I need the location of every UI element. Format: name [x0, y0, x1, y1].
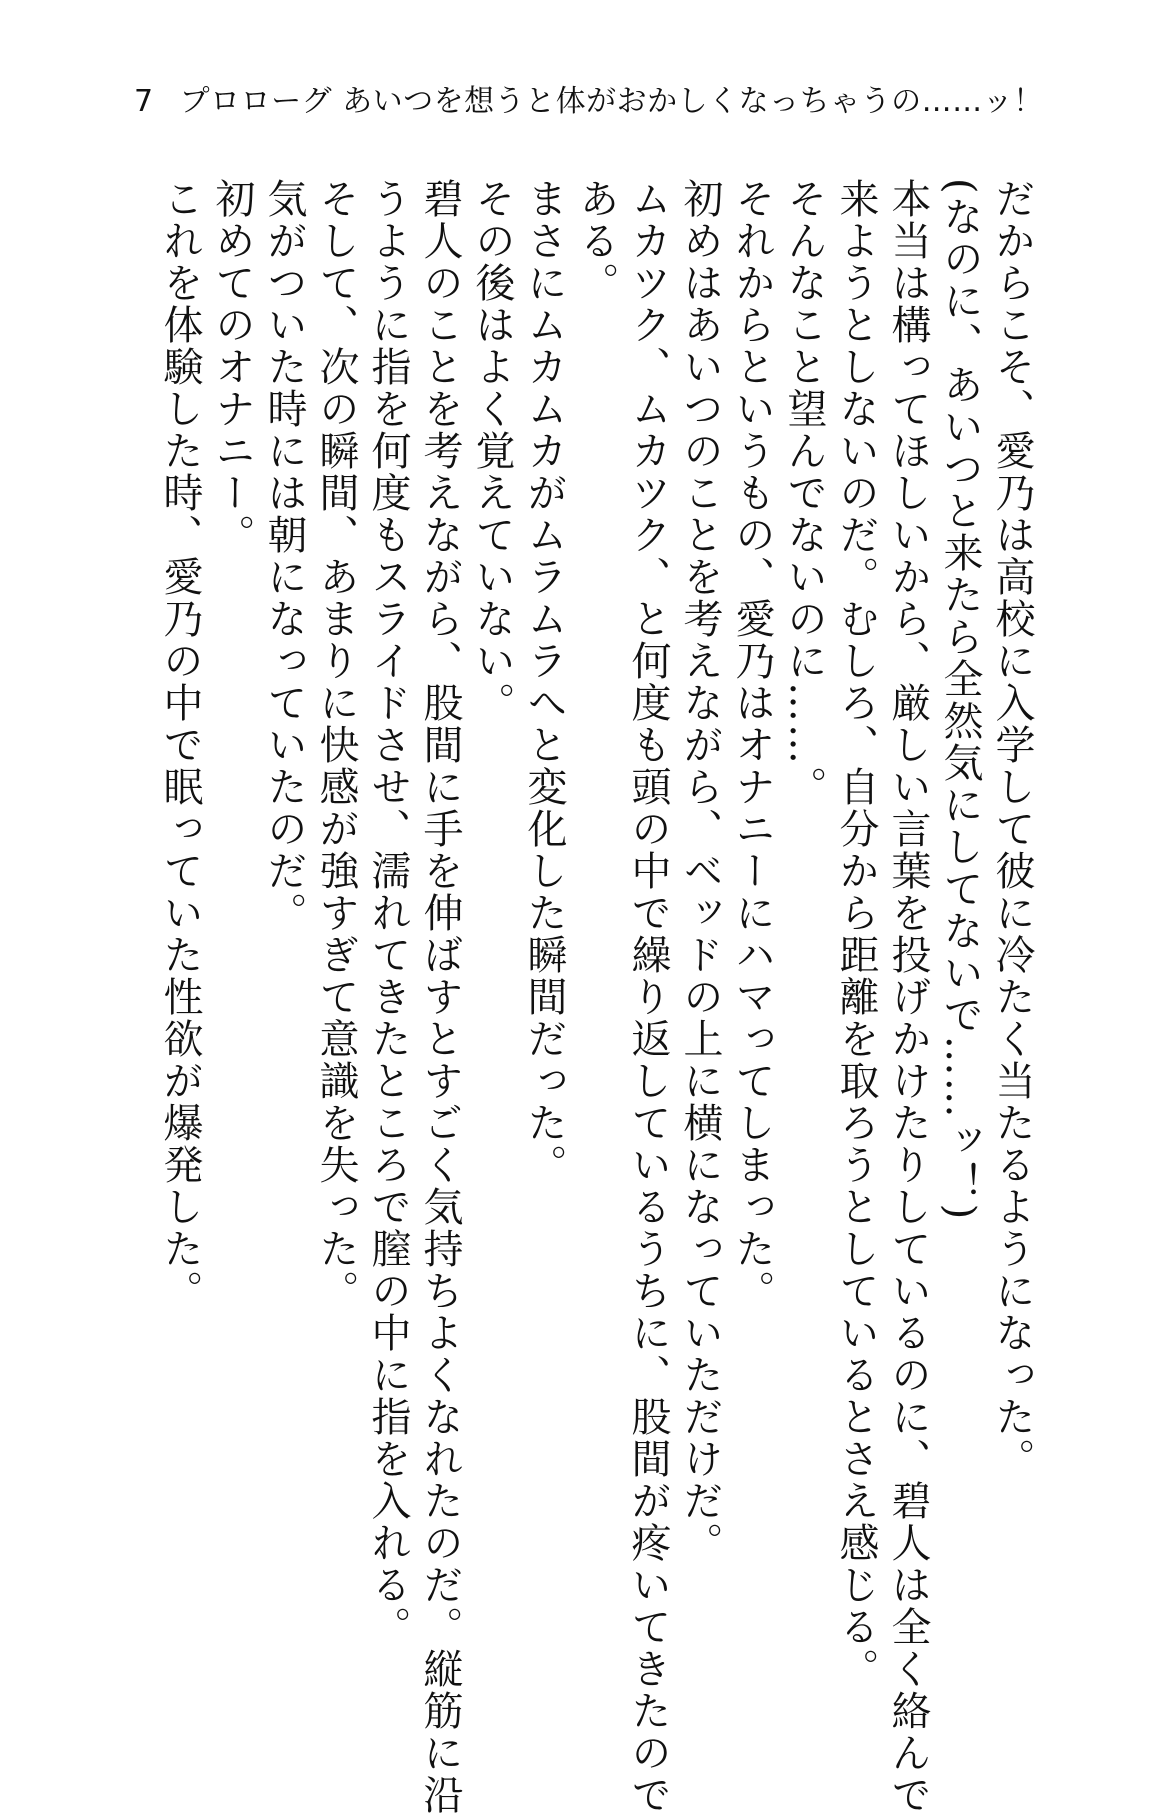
running-header	[134, 82, 1044, 122]
text-line: 初めはあいつのことを考えながら、ベッドの上に横になっていただけだ。	[677, 178, 723, 1564]
text-line: 初めてのオナニー。	[209, 178, 255, 556]
page-number: 7	[134, 84, 154, 119]
text-line: (なのに、あいつと来たら全然気にしてないで……ッ！)	[937, 178, 983, 1222]
text-line: 碧人のことを考えながら、股間に手を伸ばすとすごく気持ちよくなれたのだ。縦筋に沿	[417, 178, 463, 1816]
body-text	[154, 178, 1038, 1816]
text-line: ムカツク、ムカツク、と何度も頭の中で繰り返しているうちに、股間が疼いてきたので	[625, 178, 671, 1816]
text-line: そして、次の瞬間、あまりに快感が強すぎて意識を失った。	[313, 178, 359, 1312]
text-line: これを体験した時、愛乃の中で眠っていた性欲が爆発した。	[157, 178, 203, 1312]
text-line: 気がついた時には朝になっていたのだ。	[261, 178, 307, 934]
text-line: ある。	[573, 178, 619, 304]
text-line: 来ようとしないのだ。むしろ、自分から距離を取ろうとしているとさえ感じる。	[833, 178, 879, 1690]
text-line: うように指を何度もスライドさせ、濡れてきたところで膣の中に指を入れる。	[365, 178, 411, 1648]
text-line: まさにムカムカがムラムラへと変化した瞬間だった。	[521, 178, 567, 1186]
text-line: 本当は構ってほしいから、厳しい言葉を投げかけたりしているのに、碧人は全く絡んで	[885, 178, 931, 1816]
chapter-title: プロローグ あいつを想うと体がおかしくなっちゃうの……ッ！	[179, 84, 1044, 119]
text-line: その後はよく覚えていない。	[469, 178, 515, 724]
text-line: それからというもの、愛乃はオナニーにハマってしまった。	[729, 178, 775, 1312]
text-line: だからこそ、愛乃は高校に入学して彼に冷たく当たるようになった。	[989, 178, 1035, 1480]
text-line: そんなこと望んでないのに……。	[781, 178, 827, 808]
